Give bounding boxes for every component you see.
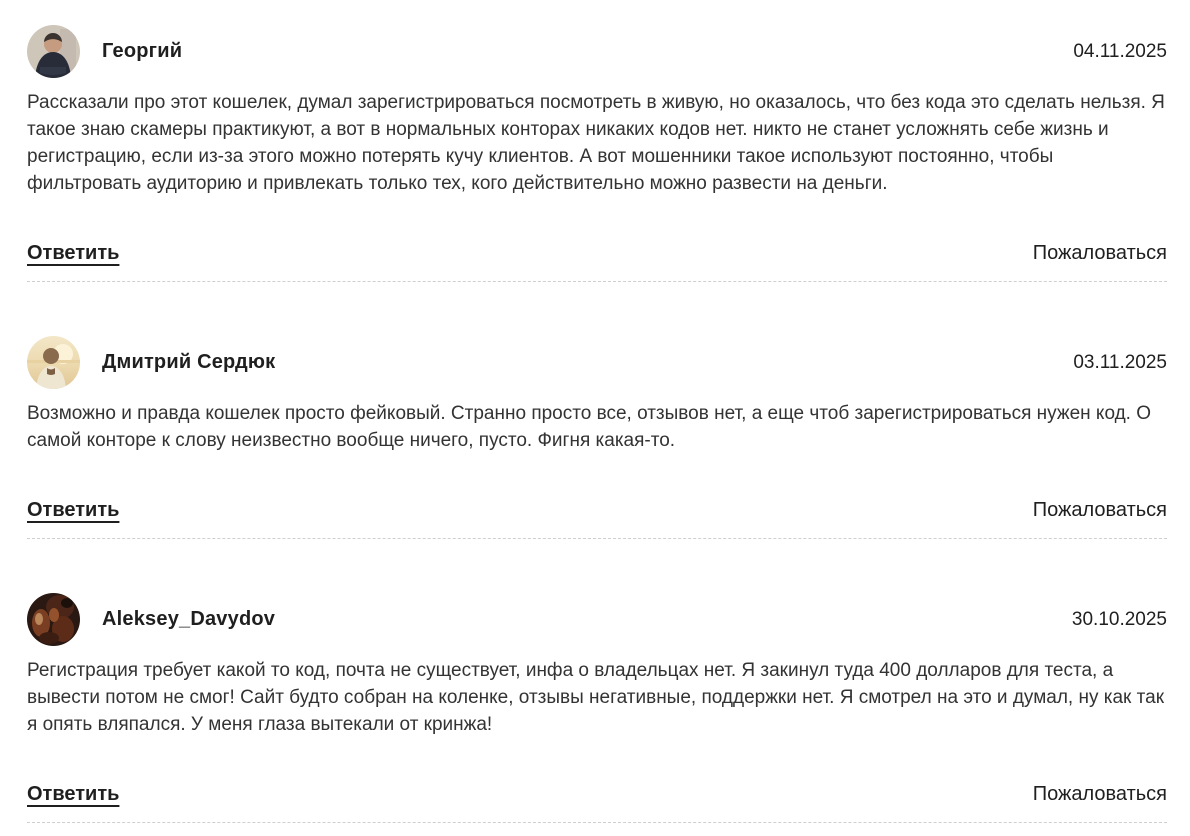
avatar (27, 593, 80, 646)
comment-text: Регистрация требует какой то код, почта не существует, инфа о владельцах нет. Я закинул туда 400 долларов для теста, а вывести потом не смог! Сайт будто собран на коленке, отзывы негативные, поддержки нет. Я смотрел на это и думал, ну как так я опять вляпался. У меня глаза вытекали от кринжа! (27, 660, 1165, 735)
report-link[interactable]: Пожаловаться (1032, 499, 1167, 521)
comment (27, 336, 1167, 522)
reply-link[interactable]: Ответить (27, 783, 120, 805)
user-photo-icon (27, 25, 80, 78)
comment-actions (27, 242, 1167, 265)
comment-text: Рассказали про этот кошелек, думал зарегистрироваться посмотреть в живую, но оказалось, что без кода это сделать нельзя. Я такое знаю скамеры практикуют, а вот в нормальных конторах никаких кодов нет. никто не станет усложнять себе жизнь и регистрацию, если из-за этого можно потерять кучу клиентов. А вот мошенники такое используют постоянно, чтобы фильтровать аудиторию и привлекать только тех, кого действительно можно развести на деньги. (27, 92, 1165, 194)
comment-author: Дмитрий Сердюк (102, 351, 276, 373)
comment-actions (27, 499, 1167, 522)
comment-author: Aleksey_Davydov (102, 608, 276, 630)
comment-separator (27, 281, 1167, 282)
user-photo-icon (27, 593, 80, 646)
comment-header (27, 336, 1167, 389)
comment (27, 25, 1167, 265)
report-link[interactable]: Пожаловаться (1032, 783, 1167, 805)
comment-header (27, 593, 1167, 646)
comment-separator (27, 538, 1167, 539)
avatar (27, 25, 80, 78)
comment-date: 04.11.2025 (1073, 40, 1167, 62)
reply-link[interactable]: Ответить (27, 499, 120, 521)
user-photo-icon (27, 336, 80, 389)
comment (27, 593, 1167, 806)
comment-text: Возможно и правда кошелек просто фейковый. Странно просто все, отзывов нет, а еще чтоб зарегистрироваться нужен код. О самой конторе к слову неизвестно вообще ничего, пусто. Фигня какая-то. (27, 403, 1152, 451)
avatar (27, 336, 80, 389)
comment-separator (27, 822, 1167, 823)
comment-date: 30.10.2025 (1071, 608, 1167, 630)
comment-header (27, 25, 1167, 78)
comment-author: Георгий (102, 40, 183, 62)
comment-date: 03.11.2025 (1073, 351, 1167, 373)
comment-actions (27, 783, 1167, 806)
reply-link[interactable]: Ответить (27, 242, 120, 264)
report-link[interactable]: Пожаловаться (1032, 242, 1167, 264)
